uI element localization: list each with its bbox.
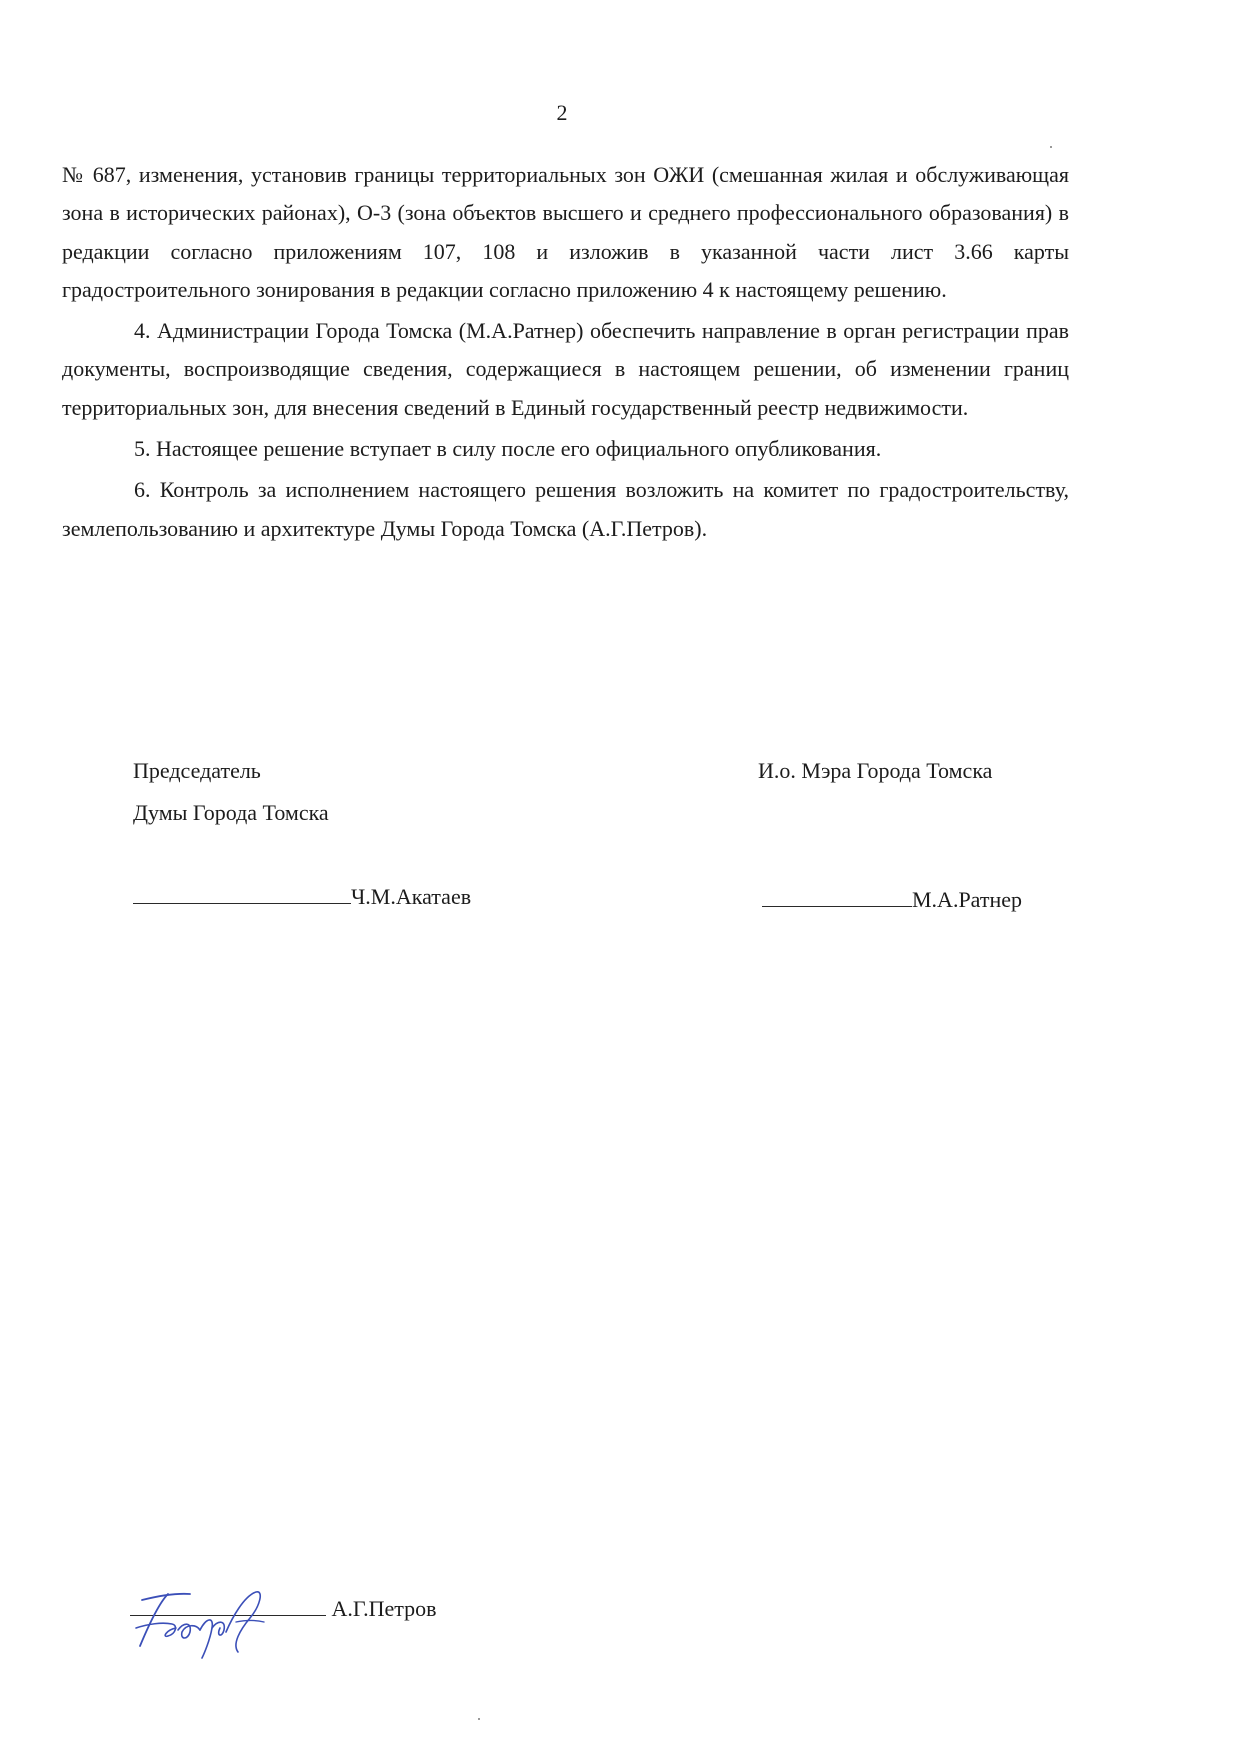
right-title-line1: И.о. Мэра Города Томска xyxy=(758,758,993,783)
paragraph-item-6: 6. Контроль за исполнением настоящего решения возложить на комитет по градостроительству, землепользованию и архитектуре Думы Города Томска (А.Г.Петров). xyxy=(62,477,1069,541)
paragraph-item-4: 4. Администрации Города Томска (М.А.Ратнер) обеспечить направление в орган регистрации прав документы, воспроизводящие сведения, содержащиеся в настоящем решении, об изменении границ территориальных зон, для внесения сведений в Единый государственный реестр недвижимости. xyxy=(62,318,1069,420)
handwritten-signature-icon xyxy=(128,1588,318,1660)
endorsement-name: А.Г.Петров xyxy=(331,1596,437,1621)
left-signatory-title xyxy=(133,750,329,834)
scan-artifact xyxy=(1050,146,1052,148)
left-signatory-name: Ч.М.Акатаев xyxy=(351,884,472,909)
left-title-line1: Председатель xyxy=(133,758,261,783)
left-title-line2: Думы Города Томска xyxy=(133,800,329,825)
scan-artifact xyxy=(478,1718,480,1720)
paragraph-continuation: № 687, изменения, установив границы территориальных зон ОЖИ (смешанная жилая и обслуживающая зона в исторических районах), О-3 (зона объектов высшего и среднего профессионального образования) в редакции согласно приложениям 107, 108 и изложив в указанной части лист 3.66 карты градостроительного зонирования в редакции согласно приложению 4 к настоящему решению. xyxy=(62,162,1069,302)
paragraph-item-5: 5. Настоящее решение вступает в силу после его официального опубликования. xyxy=(134,436,882,462)
left-signature-line xyxy=(133,885,351,904)
right-signatory-title xyxy=(758,750,992,792)
right-signatory-name: М.А.Ратнер xyxy=(912,887,1023,912)
right-signature-row xyxy=(762,887,1022,913)
left-signature-row xyxy=(133,884,471,910)
right-signature-line xyxy=(762,888,912,907)
document-body xyxy=(62,156,1069,548)
page-number: 2 xyxy=(556,100,568,125)
